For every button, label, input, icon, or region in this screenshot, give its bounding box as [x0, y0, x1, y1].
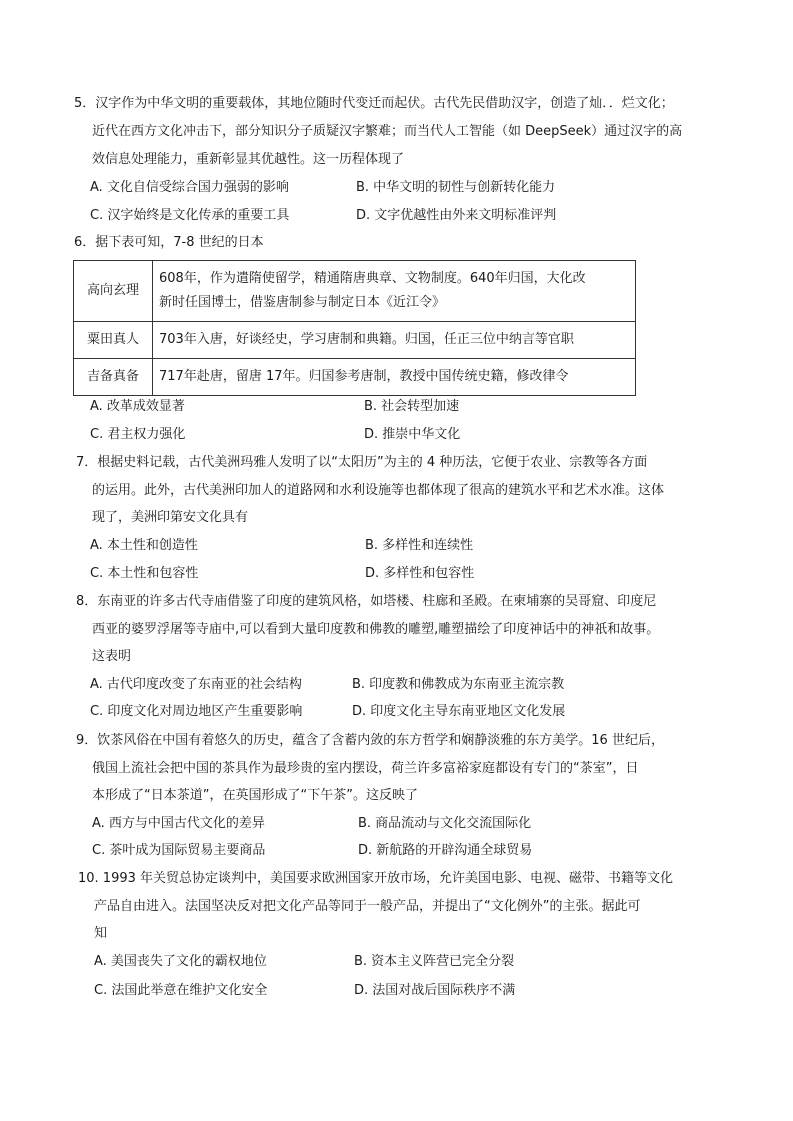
q10-stem-line-3: 知 [94, 926, 108, 941]
q5-stem-line-2: 近代在西方文化冲击下，部分知识分子质疑汉字繁难；而当代人工智能（如 DeepSeek）通过汉字的高 [92, 124, 683, 139]
q8-option-c: C. 印度文化对周边地区产生重要影响 [90, 704, 303, 719]
q7-option-c: C. 本土性和包容性 [90, 566, 199, 581]
q7-option-d: D. 多样性和包容性 [365, 566, 475, 581]
q6-option-a: A. 改革成效显著 [90, 399, 185, 414]
table-row [74, 261, 636, 322]
q8-stem-line-1: 8．东南亚的许多古代寺庙借鉴了印度的建筑风格，如塔楼、柱廊和圣殿。在柬埔寨的吴哥窟、印度尼 [76, 594, 657, 609]
q9-option-c: C. 茶叶成为国际贸易主要商品 [92, 843, 266, 858]
table-row [74, 359, 636, 396]
q6-stem: 6．据下表可知，7-8 世纪的日本 [74, 235, 264, 250]
q10-option-c: C. 法国此举意在维护文化安全 [94, 983, 268, 998]
q8-option-a: A. 古代印度改变了东南亚的社会结构 [90, 677, 302, 692]
q7-stem-line-3: 现了，美洲印第安文化具有 [92, 510, 249, 525]
table-cell-line: 新时任国博士，借鉴唐制参与制定日本《近江令》 [159, 295, 446, 310]
table-cell-description: 703年入唐，好谈经史，学习唐制和典籍。归国，任正三位中纳言等官职 [153, 322, 636, 359]
q6-option-d: D. 推崇中华文化 [364, 427, 461, 442]
q10-option-d: D. 法国对战后国际秩序不满 [354, 983, 516, 998]
q10-stem-line-1: 10. 1993 年关贸总协定谈判中，美国要求欧洲国家开放市场，允许美国电影、电视、磁带、书籍等文化 [78, 871, 674, 886]
q9-stem-line-2: 俄国上流社会把中国的茶具作为最珍贵的室内摆设，荷兰许多富裕家庭都设有专门的“茶室”，日 [92, 761, 639, 776]
table-cell-description [153, 261, 636, 322]
q7-option-a: A. 本土性和创造性 [90, 538, 198, 553]
q10-stem-line-2: 产品自由进入。法国坚决反对把文化产品等同于一般产品，并提出了“文化例外”的主张。据此可 [94, 899, 641, 914]
q10-option-b: B. 资本主义阵营已完全分裂 [354, 954, 515, 969]
q6-option-b: B. 社会转型加速 [364, 399, 460, 414]
q8-stem-line-3: 这表明 [92, 649, 132, 664]
table-cell-name: 高向玄理 [74, 261, 153, 322]
q9-option-a: A. 西方与中国古代文化的差异 [92, 816, 265, 831]
japan-envoys-table [73, 260, 636, 396]
q10-option-a: A. 美国丧失了文化的霸权地位 [94, 954, 267, 969]
q5-option-a: A. 文化自信受综合国力强弱的影响 [90, 180, 289, 195]
q8-option-d: D. 印度文化主导东南亚地区文化发展 [352, 704, 566, 719]
q5-stem-line-3: 效信息处理能力，重新彰显其优越性。这一历程体现了 [92, 152, 405, 167]
table-cell-name: 吉备真备 [74, 359, 153, 396]
table-row [74, 322, 636, 359]
q9-option-d: D. 新航路的开辟沟通全球贸易 [358, 843, 533, 858]
q9-stem-line-3: 本形成了“日本茶道”，在英国形成了“下午茶”。这反映了 [92, 788, 418, 803]
q9-stem-line-1: 9．饮茶风俗在中国有着悠久的历史，蕴含了含蓄内敛的东方哲学和娴静淡雅的东方美学。16 世纪后， [76, 733, 664, 748]
q5-option-c: C. 汉字始终是文化传承的重要工具 [90, 208, 290, 223]
q5-option-b: B. 中华文明的韧性与创新转化能力 [356, 180, 556, 195]
q8-stem-line-2: 西亚的婆罗浮屠等寺庙中,可以看到大量印度教和佛教的雕塑,雕塑描绘了印度神话中的神祇和故事。 [92, 622, 660, 637]
q9-option-b: B. 商品流动与文化交流国际化 [358, 816, 532, 831]
table-cell-description: 717年赴唐，留唐 17年。归国参考唐制，教授中国传统史籍，修改律令 [153, 359, 636, 396]
q6-option-c: C. 君主权力强化 [90, 427, 186, 442]
q5-option-d: D. 文字优越性由外来文明标准评判 [356, 208, 557, 223]
table-cell-line: 608年，作为遣隋使留学，精通隋唐典章、文物制度。640年归国，大化改 [159, 271, 586, 286]
q7-stem-line-2: 的运用。此外，古代美洲印加人的道路网和水利设施等也都体现了很高的建筑水平和艺术水准。这体 [92, 483, 665, 498]
table-cell-name: 粟田真人 [74, 322, 153, 359]
q7-stem-line-1: 7．根据史料记载，古代美洲玛雅人发明了以“太阳历”为主的 4 种历法，它便于农业、宗教等各方面 [76, 455, 648, 470]
q8-option-b: B. 印度教和佛教成为东南亚主流宗教 [352, 677, 565, 692]
q7-option-b: B. 多样性和连续性 [365, 538, 474, 553]
q5-stem-line-1: 5．汉字作为中华文明的重要载体，其地位随时代变迁而起伏。古代先民借助汉字，创造了灿．．烂文化； [74, 96, 674, 111]
